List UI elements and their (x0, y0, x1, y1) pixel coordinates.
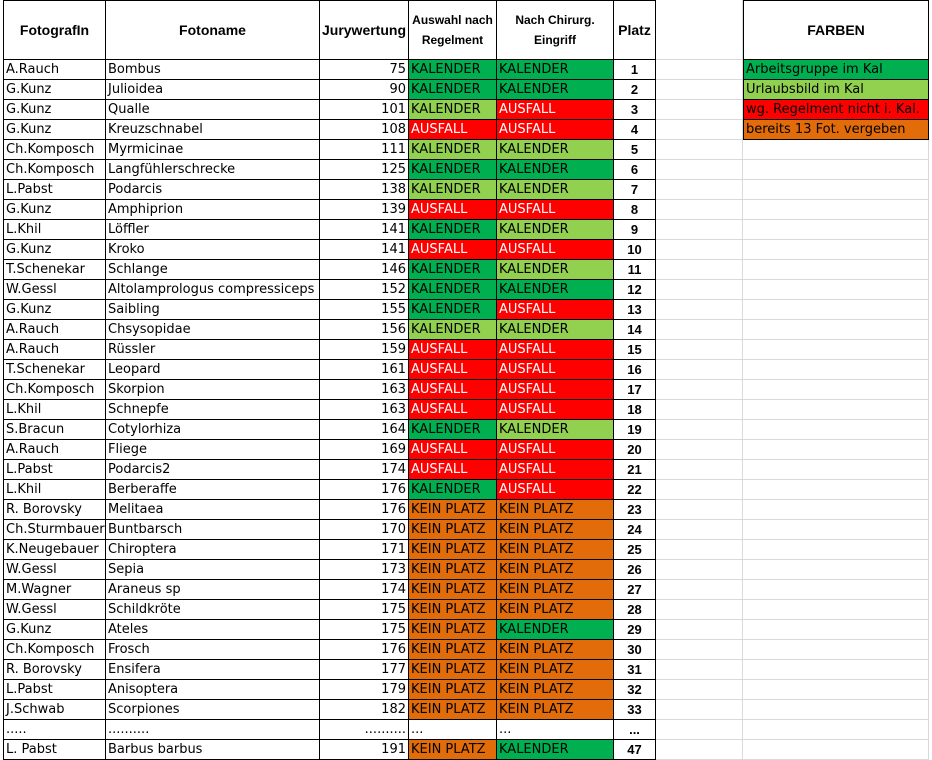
cell-selection[interactable]: KALENDER (409, 260, 497, 280)
cell-rank[interactable]: 19 (614, 420, 656, 440)
cell-photo-name[interactable]: Amphiprion (106, 200, 320, 220)
empty-cell (743, 500, 929, 520)
cell-rank[interactable]: 16 (614, 360, 656, 380)
empty-cell (656, 720, 743, 740)
cell-photo-name[interactable]: Saibling (106, 300, 320, 320)
cell-selection[interactable]: KEIN PLATZ (409, 520, 497, 540)
empty-cell (656, 300, 743, 320)
cell-rank[interactable]: 9 (614, 220, 656, 240)
cell-selection[interactable]: KALENDER (409, 280, 497, 300)
cell-selection[interactable]: KEIN PLATZ (409, 620, 497, 640)
cell-photo-name[interactable]: Scorpiones (106, 700, 320, 720)
cell-after-surgery[interactable]: AUSFALL (497, 380, 614, 400)
cell-jury-score[interactable]: 90 (320, 80, 409, 100)
empty-cell (743, 580, 929, 600)
cell-jury-score[interactable]: 101 (320, 100, 409, 120)
cell-rank[interactable]: 20 (614, 440, 656, 460)
cell-selection[interactable]: KEIN PLATZ (409, 640, 497, 660)
empty-cell (743, 280, 929, 300)
cell-rank[interactable]: 11 (614, 260, 656, 280)
cell-after-surgery[interactable]: AUSFALL (497, 240, 614, 260)
empty-cell (656, 740, 743, 760)
cell-selection[interactable]: KEIN PLATZ (409, 600, 497, 620)
cell-photographer[interactable]: Ch.Komposch (3, 380, 106, 400)
empty-cell (656, 540, 743, 560)
cell-photographer[interactable]: G.Kunz (3, 80, 106, 100)
cell-photographer[interactable]: L.Khil (3, 480, 106, 500)
cell-selection[interactable]: KEIN PLATZ (409, 580, 497, 600)
cell-photo-name[interactable]: Skorpion (106, 380, 320, 400)
cell-jury-score[interactable]: 171 (320, 540, 409, 560)
empty-cell (656, 340, 743, 360)
cell-jury-score[interactable]: 141 (320, 240, 409, 260)
cell-rank[interactable]: 4 (614, 120, 656, 140)
cell-photo-name[interactable]: Langfühlerschrecke (106, 160, 320, 180)
cell-selection[interactable]: KALENDER (409, 320, 497, 340)
cell-photo-name[interactable]: Löffler (106, 220, 320, 240)
cell-photo-name[interactable]: Schildkröte (106, 600, 320, 620)
cell-rank[interactable]: 31 (614, 660, 656, 680)
legend-item[interactable]: bereits 13 Fot. vergeben (743, 120, 929, 140)
cell-after-surgery[interactable]: KEIN PLATZ (497, 660, 614, 680)
cell-rank[interactable]: 1 (614, 60, 656, 80)
empty-cell (743, 160, 929, 180)
cell-photographer[interactable]: L.Khil (3, 400, 106, 420)
empty-cell (743, 320, 929, 340)
cell-photographer[interactable]: T.Schenekar (3, 360, 106, 380)
cell-after-surgery[interactable]: AUSFALL (497, 340, 614, 360)
empty-cell (656, 60, 743, 80)
cell-rank[interactable]: 10 (614, 240, 656, 260)
empty-cell (656, 200, 743, 220)
cell-selection[interactable]: AUSFALL (409, 380, 497, 400)
empty-cell (656, 440, 743, 460)
cell-photographer[interactable]: S.Bracun (3, 420, 106, 440)
cell-after-surgery[interactable]: KALENDER (497, 320, 614, 340)
empty-cell (656, 480, 743, 500)
cell-photographer[interactable]: R. Borovsky (3, 660, 106, 680)
header-photographer[interactable]: FotografIn (3, 0, 106, 60)
cell-photo-name[interactable]: Araneus sp (106, 580, 320, 600)
cell-rank[interactable]: 6 (614, 160, 656, 180)
cell-selection[interactable]: AUSFALL (409, 240, 497, 260)
empty-cell (743, 420, 929, 440)
cell-selection[interactable]: AUSFALL (409, 340, 497, 360)
empty-cell (743, 460, 929, 480)
cell-photo-name[interactable]: Berberaffe (106, 480, 320, 500)
cell-after-surgery[interactable]: KALENDER (497, 180, 614, 200)
cell-rank[interactable]: 14 (614, 320, 656, 340)
cell-photographer[interactable]: G.Kunz (3, 100, 106, 120)
cell-photographer[interactable]: L.Pabst (3, 460, 106, 480)
cell-jury-score[interactable]: 176 (320, 500, 409, 520)
cell-photographer[interactable]: G.Kunz (3, 620, 106, 640)
cell-selection[interactable]: KEIN PLATZ (409, 700, 497, 720)
cell-selection[interactable]: KEIN PLATZ (409, 540, 497, 560)
empty-cell (743, 600, 929, 620)
empty-cell (656, 660, 743, 680)
cell-rank[interactable]: 33 (614, 700, 656, 720)
cell-selection[interactable]: KALENDER (409, 420, 497, 440)
cell-rank[interactable]: 32 (614, 680, 656, 700)
cell-photographer[interactable]: Ch.Komposch (3, 160, 106, 180)
cell-rank[interactable]: 29 (614, 620, 656, 640)
cell-jury-score[interactable]: 175 (320, 600, 409, 620)
empty-cell (743, 680, 929, 700)
empty-cell (656, 700, 743, 720)
cell-photographer[interactable]: Ch.Komposch (3, 140, 106, 160)
cell-photographer[interactable]: L.Khil (3, 220, 106, 240)
cell-photographer[interactable]: W.Gessl (3, 280, 106, 300)
header-photo-name[interactable]: Fotoname (106, 0, 320, 60)
empty-cell (743, 380, 929, 400)
empty-cell (656, 560, 743, 580)
cell-jury-score[interactable]: 176 (320, 480, 409, 500)
legend-item[interactable]: wg. Regelment nicht i. Kal. (743, 100, 929, 120)
cell-jury-score[interactable]: 169 (320, 440, 409, 460)
empty-cell (743, 340, 929, 360)
cell-rank[interactable]: 28 (614, 600, 656, 620)
cell-rank[interactable]: 8 (614, 200, 656, 220)
empty-cell (743, 720, 929, 740)
cell-after-surgery[interactable]: AUSFALL (497, 360, 614, 380)
cell-after-surgery[interactable]: KALENDER (497, 60, 614, 80)
cell-photo-name[interactable]: Anisoptera (106, 680, 320, 700)
cell-jury-score[interactable]: 152 (320, 280, 409, 300)
cell-after-surgery[interactable]: KALENDER (497, 420, 614, 440)
cell-after-surgery[interactable]: AUSFALL (497, 100, 614, 120)
empty-cell (743, 220, 929, 240)
cell-rank[interactable]: 3 (614, 100, 656, 120)
cell-selection[interactable]: AUSFALL (409, 400, 497, 420)
cell-after-surgery[interactable]: ... (497, 720, 614, 740)
empty-cell (656, 140, 743, 160)
empty-cell (656, 120, 743, 140)
cell-selection[interactable]: KALENDER (409, 100, 497, 120)
cell-selection[interactable]: ... (409, 720, 497, 740)
cell-jury-score[interactable]: 155 (320, 300, 409, 320)
cell-photo-name[interactable]: Qualle (106, 100, 320, 120)
cell-photo-name[interactable]: Fliege (106, 440, 320, 460)
cell-after-surgery[interactable]: KEIN PLATZ (497, 520, 614, 540)
cell-after-surgery[interactable]: KALENDER (497, 160, 614, 180)
empty-cell (656, 240, 743, 260)
empty-cell (743, 400, 929, 420)
cell-selection[interactable]: AUSFALL (409, 120, 497, 140)
header-after-surgery[interactable]: Nach Chirurg. Eingriff (497, 0, 614, 60)
cell-photo-name[interactable]: Melitaea (106, 500, 320, 520)
empty-cell[interactable] (656, 0, 743, 60)
cell-after-surgery[interactable]: KALENDER (497, 80, 614, 100)
cell-rank[interactable]: 2 (614, 80, 656, 100)
empty-cell (743, 520, 929, 540)
cell-rank[interactable]: 21 (614, 460, 656, 480)
empty-cell (743, 560, 929, 580)
cell-jury-score[interactable]: 173 (320, 560, 409, 580)
empty-cell (743, 440, 929, 460)
cell-photo-name[interactable]: Myrmicinae (106, 140, 320, 160)
cell-jury-score[interactable]: 146 (320, 260, 409, 280)
empty-cell (656, 640, 743, 660)
header-jury-score[interactable]: Jurywertung (320, 0, 409, 60)
cell-photo-name[interactable]: Schlange (106, 260, 320, 280)
empty-cell (656, 420, 743, 440)
cell-after-surgery[interactable]: AUSFALL (497, 480, 614, 500)
cell-selection[interactable]: KEIN PLATZ (409, 660, 497, 680)
cell-jury-score[interactable]: 156 (320, 320, 409, 340)
cell-photographer[interactable]: K.Neugebauer (3, 540, 106, 560)
cell-photo-name[interactable]: Bombus (106, 60, 320, 80)
cell-photo-name[interactable]: Frosch (106, 640, 320, 660)
cell-after-surgery[interactable]: AUSFALL (497, 200, 614, 220)
cell-photo-name[interactable]: Altolamprologus compressiceps (106, 280, 320, 300)
cell-selection[interactable]: KALENDER (409, 80, 497, 100)
cell-photographer[interactable]: Ch.Komposch (3, 640, 106, 660)
cell-rank[interactable]: 18 (614, 400, 656, 420)
cell-rank[interactable]: 25 (614, 540, 656, 560)
cell-after-surgery[interactable]: AUSFALL (497, 440, 614, 460)
cell-selection[interactable]: AUSFALL (409, 440, 497, 460)
empty-cell (743, 740, 929, 760)
cell-jury-score[interactable]: 164 (320, 420, 409, 440)
empty-cell (656, 680, 743, 700)
cell-rank[interactable]: 26 (614, 560, 656, 580)
legend-item[interactable]: Arbeitsgruppe im Kal (743, 60, 929, 80)
cell-photographer[interactable]: Ch.Sturmbauer (3, 520, 106, 540)
cell-after-surgery[interactable]: AUSFALL (497, 120, 614, 140)
empty-cell (656, 520, 743, 540)
cell-selection[interactable]: KEIN PLATZ (409, 560, 497, 580)
empty-cell (656, 620, 743, 640)
cell-jury-score[interactable]: 177 (320, 660, 409, 680)
cell-rank[interactable]: 7 (614, 180, 656, 200)
empty-cell (743, 480, 929, 500)
cell-photo-name[interactable]: Podarcis (106, 180, 320, 200)
cell-photo-name[interactable]: Julioidea (106, 80, 320, 100)
cell-rank[interactable]: 27 (614, 580, 656, 600)
empty-cell (656, 100, 743, 120)
cell-jury-score[interactable]: 108 (320, 120, 409, 140)
cell-jury-score[interactable]: .......... (320, 720, 409, 740)
empty-cell (656, 600, 743, 620)
cell-photographer[interactable]: A.Rauch (3, 320, 106, 340)
cell-rank[interactable]: 12 (614, 280, 656, 300)
cell-jury-score[interactable]: 170 (320, 520, 409, 540)
cell-photographer[interactable]: ..... (3, 720, 106, 740)
empty-cell (743, 620, 929, 640)
empty-cell (743, 240, 929, 260)
cell-after-surgery[interactable]: KEIN PLATZ (497, 560, 614, 580)
header-rank[interactable]: Platz (614, 0, 656, 60)
cell-photo-name[interactable]: Chsysopidae (106, 320, 320, 340)
cell-after-surgery[interactable]: KEIN PLATZ (497, 500, 614, 520)
cell-jury-score[interactable]: 111 (320, 140, 409, 160)
cell-rank[interactable]: 24 (614, 520, 656, 540)
cell-photographer[interactable]: G.Kunz (3, 240, 106, 260)
cell-selection[interactable]: AUSFALL (409, 200, 497, 220)
cell-photographer[interactable]: J.Schwab (3, 700, 106, 720)
cell-photographer[interactable]: R. Borovsky (3, 500, 106, 520)
cell-after-surgery[interactable]: AUSFALL (497, 460, 614, 480)
empty-cell (656, 360, 743, 380)
empty-cell (656, 320, 743, 340)
empty-cell (743, 700, 929, 720)
cell-jury-score[interactable]: 75 (320, 60, 409, 80)
cell-photographer[interactable]: A.Rauch (3, 340, 106, 360)
empty-cell (743, 540, 929, 560)
cell-photographer[interactable]: M.Wagner (3, 580, 106, 600)
cell-after-surgery[interactable]: KALENDER (497, 620, 614, 640)
cell-jury-score[interactable]: 179 (320, 680, 409, 700)
cell-photo-name[interactable]: Kreuzschnabel (106, 120, 320, 140)
cell-photo-name[interactable]: Kroko (106, 240, 320, 260)
cell-photo-name[interactable]: Leopard (106, 360, 320, 380)
cell-after-surgery[interactable]: KALENDER (497, 140, 614, 160)
empty-cell (656, 380, 743, 400)
cell-photographer[interactable]: L.Pabst (3, 180, 106, 200)
cell-after-surgery[interactable]: KEIN PLATZ (497, 600, 614, 620)
cell-photo-name[interactable]: Ensifera (106, 660, 320, 680)
cell-selection[interactable]: KALENDER (409, 160, 497, 180)
cell-jury-score[interactable]: 191 (320, 740, 409, 760)
cell-selection[interactable]: AUSFALL (409, 460, 497, 480)
cell-photo-name[interactable]: Chiroptera (106, 540, 320, 560)
empty-cell (743, 660, 929, 680)
legend-item[interactable]: Urlaubsbild im Kal (743, 80, 929, 100)
cell-after-surgery[interactable]: KALENDER (497, 280, 614, 300)
cell-rank[interactable]: 47 (614, 740, 656, 760)
cell-photographer[interactable]: A.Rauch (3, 440, 106, 460)
empty-cell (743, 200, 929, 220)
cell-jury-score[interactable]: 138 (320, 180, 409, 200)
header-selection[interactable]: Auswahl nach Regelment (409, 0, 497, 60)
cell-after-surgery[interactable]: KEIN PLATZ (497, 700, 614, 720)
cell-selection[interactable]: AUSFALL (409, 360, 497, 380)
cell-photographer[interactable]: W.Gessl (3, 560, 106, 580)
cell-jury-score[interactable]: 161 (320, 360, 409, 380)
cell-after-surgery[interactable]: KALENDER (497, 740, 614, 760)
cell-selection[interactable]: KALENDER (409, 480, 497, 500)
cell-after-surgery[interactable]: KEIN PLATZ (497, 580, 614, 600)
empty-cell (656, 180, 743, 200)
cell-photographer[interactable]: W.Gessl (3, 600, 106, 620)
cell-rank[interactable]: 15 (614, 340, 656, 360)
cell-photo-name[interactable]: Sepia (106, 560, 320, 580)
cell-after-surgery[interactable]: AUSFALL (497, 400, 614, 420)
cell-photo-name[interactable]: Barbus barbus (106, 740, 320, 760)
cell-photographer[interactable]: A.Rauch (3, 60, 106, 80)
cell-jury-score[interactable]: 141 (320, 220, 409, 240)
cell-after-surgery[interactable]: KALENDER (497, 260, 614, 280)
cell-jury-score[interactable]: 125 (320, 160, 409, 180)
cell-jury-score[interactable]: 174 (320, 460, 409, 480)
empty-cell (656, 260, 743, 280)
cell-photo-name[interactable]: Ateles (106, 620, 320, 640)
empty-cell (656, 80, 743, 100)
cell-jury-score[interactable]: 176 (320, 640, 409, 660)
cell-photographer[interactable]: L. Pabst (3, 740, 106, 760)
empty-cell (743, 180, 929, 200)
empty-cell (743, 300, 929, 320)
cell-rank[interactable]: 5 (614, 140, 656, 160)
cell-jury-score[interactable]: 163 (320, 400, 409, 420)
empty-cell (656, 460, 743, 480)
empty-cell (656, 580, 743, 600)
cell-selection[interactable]: KEIN PLATZ (409, 500, 497, 520)
cell-after-surgery[interactable]: KEIN PLATZ (497, 540, 614, 560)
cell-rank[interactable]: 17 (614, 380, 656, 400)
cell-photographer[interactable]: L.Pabst (3, 680, 106, 700)
cell-photo-name[interactable]: Rüssler (106, 340, 320, 360)
cell-selection[interactable]: KALENDER (409, 140, 497, 160)
empty-cell (656, 500, 743, 520)
cell-photographer[interactable]: G.Kunz (3, 120, 106, 140)
cell-after-surgery[interactable]: KEIN PLATZ (497, 640, 614, 660)
cell-jury-score[interactable]: 175 (320, 620, 409, 640)
cell-photo-name[interactable]: Buntbarsch (106, 520, 320, 540)
cell-jury-score[interactable]: 174 (320, 580, 409, 600)
cell-jury-score[interactable]: 182 (320, 700, 409, 720)
cell-photographer[interactable]: T.Schenekar (3, 260, 106, 280)
empty-cell (743, 640, 929, 660)
cell-rank[interactable]: 30 (614, 640, 656, 660)
cell-jury-score[interactable]: 163 (320, 380, 409, 400)
cell-rank[interactable]: 23 (614, 500, 656, 520)
cell-selection[interactable]: KALENDER (409, 60, 497, 80)
empty-cell (656, 280, 743, 300)
cell-after-surgery[interactable]: KALENDER (497, 220, 614, 240)
cell-selection[interactable]: KEIN PLATZ (409, 680, 497, 700)
cell-rank[interactable]: 22 (614, 480, 656, 500)
cell-jury-score[interactable]: 139 (320, 200, 409, 220)
cell-photo-name[interactable]: Schnepfe (106, 400, 320, 420)
empty-cell (743, 260, 929, 280)
empty-cell (656, 220, 743, 240)
empty-cell (656, 160, 743, 180)
cell-rank[interactable]: 13 (614, 300, 656, 320)
cell-selection[interactable]: KALENDER (409, 220, 497, 240)
cell-jury-score[interactable]: 159 (320, 340, 409, 360)
cell-after-surgery[interactable]: AUSFALL (497, 300, 614, 320)
cell-after-surgery[interactable]: KEIN PLATZ (497, 680, 614, 700)
empty-cell (743, 360, 929, 380)
empty-cell (743, 140, 929, 160)
legend-title[interactable]: FARBEN (743, 0, 929, 60)
cell-photo-name[interactable]: Cotylorhiza (106, 420, 320, 440)
cell-photo-name[interactable]: Podarcis2 (106, 460, 320, 480)
empty-cell (656, 400, 743, 420)
cell-rank[interactable]: ... (614, 720, 656, 740)
cell-selection[interactable]: KEIN PLATZ (409, 740, 497, 760)
cell-selection[interactable]: KALENDER (409, 180, 497, 200)
cell-photo-name[interactable]: .......... (106, 720, 320, 740)
cell-photographer[interactable]: G.Kunz (3, 200, 106, 220)
cell-photographer[interactable]: G.Kunz (3, 300, 106, 320)
cell-selection[interactable]: KALENDER (409, 300, 497, 320)
